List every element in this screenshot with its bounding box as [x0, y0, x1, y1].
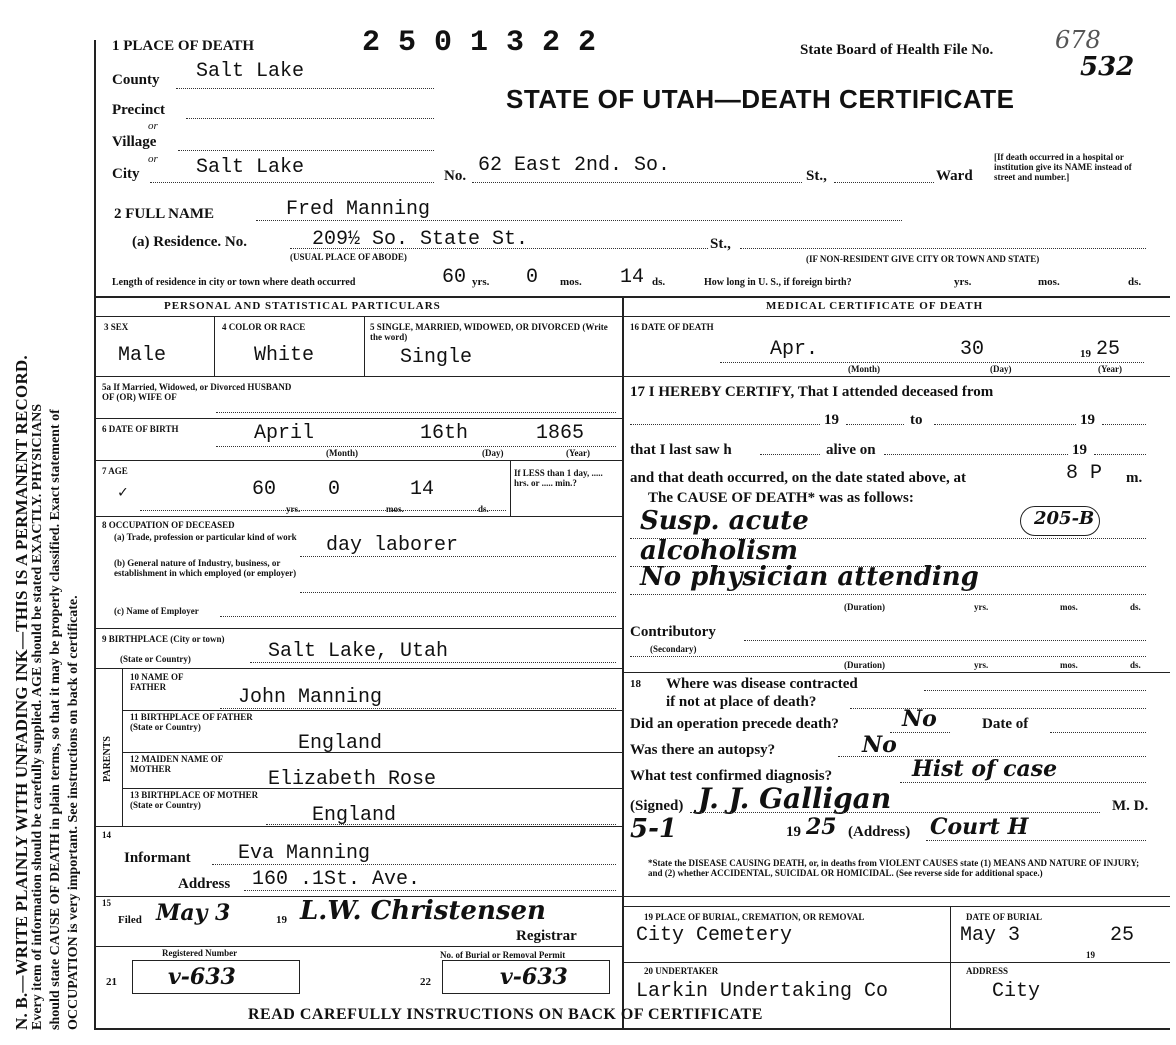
race-divider [364, 316, 365, 376]
sex-value: Male [118, 344, 167, 367]
registrar-label: Registrar [516, 928, 577, 944]
village-label: Village [112, 134, 157, 150]
length-residence-label: Length of residence in city or town where death occurred [112, 277, 356, 288]
undertaker-label: 20 UNDERTAKER [644, 966, 719, 976]
attended-to-19: 19 [1080, 412, 1095, 428]
signed-label: (Signed) [630, 798, 684, 814]
residence-city-line [740, 248, 1146, 249]
autopsy-label: Was there an autopsy? [630, 742, 776, 758]
cause-of-death-label: The CAUSE OF DEATH* was as follows: [648, 490, 914, 506]
test-line [900, 782, 1146, 783]
full-name-value: Fred Manning [286, 198, 431, 221]
autopsy-value: No [862, 732, 897, 758]
file-no-label: State Board of Health File No. [800, 42, 994, 58]
grid-heading-line [96, 316, 1170, 317]
cause-line-3: No physician attending [640, 562, 979, 592]
undertaker-address-value: City [992, 980, 1041, 1003]
row-line-11 [96, 896, 1170, 897]
cause-mos-label: mos. [1060, 602, 1078, 612]
ward-label: Ward [936, 168, 973, 184]
burial-permit-no: 22 [420, 976, 431, 988]
test-value: Hist of case [912, 756, 1058, 782]
burial-date-label: DATE OF BURIAL [966, 912, 1043, 922]
filed-label: Filed [118, 914, 142, 926]
operation-line [890, 732, 950, 733]
birthplace-label: 9 BIRTHPLACE (City or town) [102, 634, 225, 644]
marital-value: Single [400, 346, 473, 369]
cause-line-2: alcoholism [640, 536, 799, 566]
burial-year-value: 25 [1110, 924, 1135, 947]
occupation-label: 8 OCCUPATION OF DECEASED [102, 520, 235, 530]
parents-divider [122, 668, 123, 826]
time-of-death-value: 8 P [1066, 462, 1103, 485]
medical-heading: MEDICAL CERTIFICATE OF DEATH [766, 300, 984, 312]
last-saw-line [760, 454, 820, 455]
file-no-value: 678 [1055, 26, 1101, 54]
spouse-label: 5a If Married, Widowed, or Divorced HUSBAND OF (OR) WIFE OF [102, 382, 292, 402]
physician-address-label: (Address) [848, 824, 911, 840]
us-mos-label: mos. [1038, 276, 1060, 288]
father-name-label: 10 NAME OF FATHER [130, 672, 184, 692]
dob-year: 1865 [536, 422, 585, 445]
informant-line [212, 864, 616, 865]
birthplace-value: Salt Lake, Utah [268, 640, 449, 663]
filed-number: 15 [102, 898, 111, 908]
filed-date: May 3 [156, 900, 231, 926]
age-divider [510, 460, 511, 516]
burial-date-value: May 3 [960, 924, 1021, 947]
dod-year-caption: (Year) [1098, 364, 1122, 374]
form-bottom-border [94, 1028, 1170, 1030]
dod-year: 25 [1096, 338, 1121, 361]
date-of-label: Date of [982, 716, 1029, 732]
informant-label: Informant [124, 850, 191, 866]
last-saw-text: that I last saw h [630, 442, 732, 458]
precinct-label: Precinct [112, 102, 166, 118]
alive-on-year-line [1094, 454, 1146, 455]
contrib-duration-label: (Duration) [844, 660, 885, 670]
contrib-yrs-label: yrs. [974, 660, 989, 670]
informant-address-value: 160 .1St. Ave. [252, 868, 421, 891]
dod-day-caption: (Day) [990, 364, 1012, 374]
certificate-title: STATE OF UTAH—DEATH CERTIFICATE [506, 84, 1015, 114]
occupation-line [300, 556, 616, 557]
occupation-c-label: (c) Name of Employer [114, 606, 199, 616]
age-mos-label: mos. [386, 504, 404, 514]
burial-divider [950, 906, 951, 1028]
dob-year-caption: (Year) [566, 448, 590, 458]
registered-number-label: Registered Number [162, 948, 238, 958]
row-line-7 [122, 710, 622, 711]
row-line-4 [96, 516, 622, 517]
undertaker-value: Larkin Undertaking Co [636, 980, 889, 1003]
length-yrs-value: 60 [442, 266, 467, 289]
dod-month: Apr. [770, 338, 819, 361]
file-no-value-2: 532 [1080, 52, 1135, 82]
certify-text: 17 I HEREBY CERTIFY, That I attended deceased from [630, 384, 994, 400]
row-line-10 [96, 826, 622, 827]
father-line [220, 708, 616, 709]
residence-st-label: St., [710, 236, 731, 252]
cause-line-3-rule [630, 594, 1146, 595]
county-label: County [112, 72, 160, 88]
occupation-value: day laborer [326, 534, 459, 557]
med-row-line-2 [622, 672, 1170, 673]
burial-place-label: 19 PLACE OF BURIAL, CREMATION, OR REMOVAL [644, 912, 865, 922]
sign-19: 19 [786, 824, 801, 840]
dod-month-caption: (Month) [848, 364, 880, 374]
attended-to-label: to [910, 412, 923, 428]
how-long-us-label: How long in U. S., if foreign birth? [704, 277, 852, 288]
spouse-line [216, 412, 616, 413]
contributory-line [744, 640, 1146, 641]
q18-number: 18 [630, 678, 641, 690]
occupation-b-line [300, 592, 616, 593]
physician-address-value: Court H [930, 814, 1029, 840]
age-ds-label: ds. [478, 504, 489, 514]
dob-day-caption: (Day) [482, 448, 504, 458]
md-label: M. D. [1112, 798, 1149, 814]
operation-value: No [902, 706, 937, 732]
row-line-2 [96, 418, 622, 419]
filed-19: 19 [276, 914, 287, 926]
dob-day: 16th [420, 422, 469, 445]
row-line-3 [96, 460, 622, 461]
physician-signature: J. J. Galligan [698, 782, 892, 815]
dob-month-caption: (Month) [326, 448, 358, 458]
or-label-1: or [148, 120, 158, 132]
personal-heading: PERSONAL AND STATISTICAL PARTICULARS [164, 300, 441, 312]
attended-to-line [934, 424, 1076, 425]
mother-bp-line [266, 824, 616, 825]
row-line-5 [96, 628, 622, 629]
age-check: ✓ [118, 484, 128, 502]
sex-label: 3 SEX [104, 322, 129, 332]
precinct-line [186, 118, 434, 119]
alive-on-line [884, 454, 1068, 455]
grid-center-divider [622, 296, 624, 906]
age-yrs-value: 60 [252, 478, 277, 501]
informant-address-line [244, 890, 616, 891]
place-of-death-label: 1 PLACE OF DEATH [112, 38, 255, 54]
form-left-border [94, 40, 96, 1030]
sex-divider [214, 316, 215, 376]
nonresident-caption: (IF NON-RESIDENT GIVE CITY OR TOWN AND STATE) [806, 254, 1040, 264]
city-value: Salt Lake [196, 156, 305, 179]
ward-note: [If death occurred in a hospital or institution give its NAME instead of street and number.] [994, 152, 1132, 182]
county-line [176, 88, 434, 89]
row-line-9 [122, 788, 622, 789]
dod-19: 19 [1080, 348, 1091, 360]
q18-text-b: if not at place of death? [666, 694, 817, 710]
dob-month: April [254, 422, 315, 445]
contrib-mos-label: mos. [1060, 660, 1078, 670]
contributory-label: Contributory [630, 624, 716, 640]
burial-permit-value: v-633 [500, 964, 568, 990]
county-value: Salt Lake [196, 60, 305, 83]
dod-day: 30 [960, 338, 985, 361]
alive-on-19: 19 [1072, 442, 1087, 458]
marital-label: 5 SINGLE, MARRIED, WIDOWED, OR DIVORCED (Write the word) [370, 322, 608, 342]
street-line [472, 182, 802, 183]
st-line [834, 182, 934, 183]
cause-ds-label: ds. [1130, 602, 1141, 612]
margin-note-3: should state CAUSE OF DEATH in plain terms, so that it may be properly classified. Exact statement of [48, 409, 63, 1030]
mother-name-value: Elizabeth Rose [268, 768, 437, 791]
city-label: City [112, 166, 140, 182]
row-line-6 [96, 668, 622, 669]
footer-instructions: READ CAREFULLY INSTRUCTIONS ON BACK OF CERTIFICATE [248, 1006, 763, 1023]
burial-place-value: City Cemetery [636, 924, 793, 947]
row-line-1 [96, 376, 622, 377]
time-m-label: m. [1126, 470, 1143, 486]
test-label: What test confirmed diagnosis? [630, 768, 833, 784]
q18-line-2 [850, 708, 1146, 709]
certificate-number: 2 5 0 1 3 2 2 [362, 26, 597, 60]
cause-footnote: *State the DISEASE CAUSING DEATH, or, in deaths from VIOLENT CAUSES state (1) MEANS AND NATURE OF INJURY; and (2) whether ACCIDENTAL, SUICIDAL OR HOMICIDAL. (See reverse side for additional space.) [648, 858, 1140, 878]
age-mos-value: 0 [328, 478, 341, 501]
informant-value: Eva Manning [238, 842, 371, 865]
mother-birthplace-label: 13 BIRTHPLACE OF MOTHER (State or Country) [130, 790, 259, 810]
mother-name-label: 12 MAIDEN NAME OF MOTHER [130, 754, 223, 774]
secondary-label: (Secondary) [650, 644, 697, 654]
attended-from-19: 19 [824, 412, 839, 428]
operation-label: Did an operation precede death? [630, 716, 839, 732]
sign-date-value: 5-1 [630, 814, 677, 844]
attended-from-line [630, 424, 820, 425]
informant-number: 14 [102, 830, 111, 840]
med-row-line-3 [622, 906, 1170, 907]
undertaker-address-label: ADDRESS [966, 966, 1009, 976]
length-ds-value: 14 [620, 266, 645, 289]
length-mos-label: mos. [560, 276, 582, 288]
birthplace-line [250, 662, 616, 663]
us-ds-label: ds. [1128, 276, 1142, 288]
med-row-line-1 [622, 376, 1170, 377]
birthplace-state-caption: (State or Country) [120, 654, 191, 664]
dob-line [216, 446, 616, 447]
father-birthplace-label: 11 BIRTHPLACE OF FATHER (State or Country) [130, 712, 253, 732]
sign-year-value: 25 [806, 814, 837, 840]
full-name-line [256, 220, 902, 221]
age-label: 7 AGE [102, 466, 128, 476]
occupation-a-label: (a) Trade, profession or particular kind of work [114, 532, 297, 542]
cause-yrs-label: yrs. [974, 602, 989, 612]
employer-line [220, 616, 616, 617]
registered-number-value: v-633 [168, 964, 236, 990]
full-name-label: 2 FULL NAME [114, 206, 215, 222]
contributory-line-2 [630, 656, 1146, 657]
street-value: 62 East 2nd. So. [478, 154, 671, 177]
us-yrs-label: yrs. [954, 276, 972, 288]
village-line [178, 150, 434, 151]
or-label-2: or [148, 153, 158, 165]
cause-code-value: 205-B [1034, 508, 1095, 529]
margin-note-1: N. B.—WRITE PLAINLY WITH UNFADING INK—THIS IS A PERMANENT RECORD. [12, 355, 31, 1030]
grid-top-line [96, 296, 1170, 298]
q18-text: Where was disease contracted [666, 676, 858, 692]
usual-place-caption: (USUAL PLACE OF ABODE) [290, 252, 407, 262]
cause-duration-label: (Duration) [844, 602, 885, 612]
row-line-12 [96, 946, 622, 947]
margin-note-2: Every item of information should be carefully supplied. AGE should be stated EXACTLY. PHYSICIANS [30, 403, 45, 1030]
date-of-death-label: 16 DATE OF DEATH [630, 322, 714, 332]
age-line [140, 510, 506, 511]
residence-value: 209½ So. State St. [312, 228, 529, 251]
q18-line [924, 690, 1146, 691]
city-line [150, 182, 434, 183]
no-label: No. [444, 168, 467, 184]
dod-line [720, 362, 1144, 363]
parents-label: PARENTS [102, 736, 113, 782]
if-less-label: If LESS than 1 day, ..... hrs. or ..... min.? [514, 468, 603, 488]
age-yrs-label: yrs. [286, 504, 301, 514]
registered-number-no: 21 [106, 976, 117, 988]
length-mos-value: 0 [526, 266, 539, 289]
st-label: St., [806, 168, 827, 184]
father-birthplace-value: England [298, 732, 383, 755]
length-yrs-label: yrs. [472, 276, 490, 288]
race-label: 4 COLOR OR RACE [222, 322, 306, 332]
physician-address-line [926, 840, 1146, 841]
contrib-ds-label: ds. [1130, 660, 1141, 670]
age-ds-value: 14 [410, 478, 435, 501]
attended-to-year-line [1102, 424, 1146, 425]
race-value: White [254, 344, 315, 367]
margin-note-4: OCCUPATION is very important. See instructions on back of certificate. [66, 595, 81, 1030]
date-of-line [1050, 732, 1146, 733]
father-name-value: John Manning [238, 686, 383, 709]
signature-line [690, 812, 1100, 813]
cause-line-1: Susp. acute [640, 506, 809, 536]
dob-label: 6 DATE OF BIRTH [102, 424, 179, 434]
med-row-line-4 [622, 962, 1170, 963]
attended-from-year-line [846, 424, 904, 425]
row-line-8 [122, 752, 622, 753]
alive-on-label: alive on [826, 442, 876, 458]
burial-permit-label: No. of Burial or Removal Permit [440, 950, 566, 960]
registrar-signature: L.W. Christensen [300, 896, 546, 926]
mother-birthplace-value: England [312, 804, 397, 827]
residence-label: (a) Residence. No. [132, 234, 247, 250]
informant-address-label: Address [178, 876, 231, 892]
length-ds-label: ds. [652, 276, 666, 288]
burial-19: 19 [1086, 950, 1095, 960]
residence-line [290, 248, 708, 249]
death-occurred-text: and that death occurred, on the date stated above, at [630, 470, 966, 486]
occupation-b-label: (b) General nature of Industry, business, or establishment in which employed (or employer) [114, 558, 297, 578]
